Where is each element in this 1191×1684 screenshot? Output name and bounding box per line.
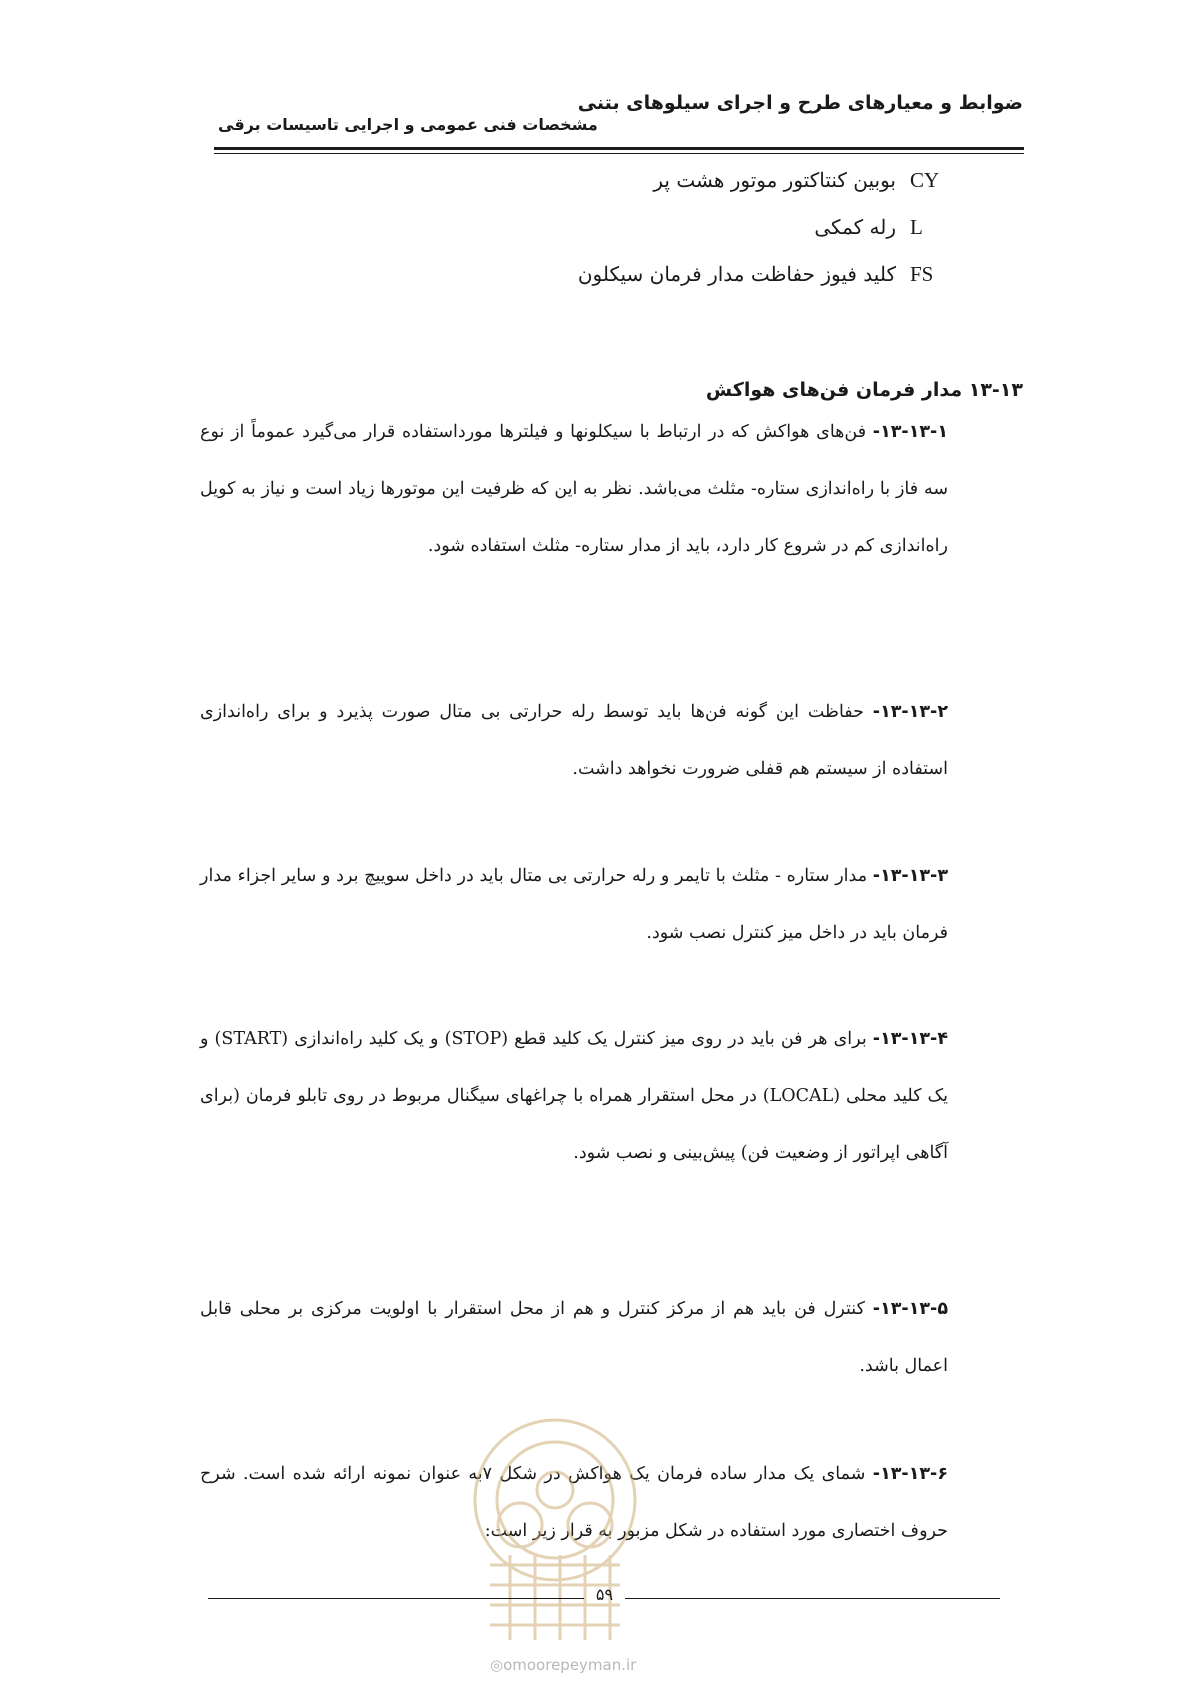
paragraph-number: ۱۳-۱۳-۴- [872, 1029, 948, 1049]
abbreviation-desc: بوبین کنتاکتور موتور هشت پر [653, 168, 896, 192]
watermark-seal-icon [450, 1405, 660, 1645]
watermark-site [490, 1656, 636, 1674]
page-number: ۵۹ [595, 1585, 614, 1604]
abbreviation-desc: رله کمکی [814, 215, 896, 239]
watermark-logo-icon: ◎ [490, 1656, 504, 1674]
paragraph-number: ۱۳-۱۳-۱- [872, 422, 948, 442]
paragraph-number: ۱۳-۱۳-۶- [872, 1464, 948, 1484]
paragraph-text: برای هر فن باید در روی میز کنترل یک کلید قطع (STOP) و یک کلید راه‌اندازی (START) و یک کلید محلی (LOCAL) در محل استقرار همراه با چراغهای سیگنال مربوط در روی تابلو فرمان (برای آگاهی اپراتور از وضعیت فن) پیش‌بینی و نصب شود. [200, 1029, 948, 1163]
paragraph [200, 404, 948, 575]
paragraph-text: حفاظت این گونه فن‌ها باید توسط رله حرارتی بی متال صورت پذیرد و برای راه‌اندازی استفاده از سیستم هم قفلی ضرورت نخواهد داشت. [200, 702, 948, 779]
paragraph-number: ۱۳-۱۳-۳- [872, 866, 948, 886]
abbreviation-item [814, 215, 948, 240]
paragraph [200, 1281, 948, 1395]
chapter-title: مشخصات فنی عمومی و اجرایی تاسیسات برقی [218, 115, 598, 134]
abbreviation-item [653, 168, 948, 193]
header-rule-thin [214, 153, 1024, 154]
abbreviation-code: L [910, 215, 923, 239]
paragraph [200, 1011, 948, 1182]
abbreviation-item [578, 262, 948, 287]
abbreviation-code: CY [910, 168, 940, 192]
abbreviation-desc: کلید فیوز حفاظت مدار فرمان سیکلون [577, 262, 896, 286]
paragraph-text: شمای یک مدار ساده فرمان یک هواکش در شکل ۷به عنوان نمونه ارائه شده است. شرح حروف اختصاری مورد استفاده در شکل مزبور به قرار زیر است: [200, 1464, 948, 1541]
footer-rule-left [208, 1598, 584, 1599]
watermark-site-text: omoorepeyman.ir [503, 1656, 637, 1674]
paragraph-text: کنترل فن باید هم از مرکز کنترل و هم از محل استقرار با اولویت مرکزی بر محلی قابل اعمال باشد. [200, 1299, 948, 1376]
book-title: ضوابط و معیارهای طرح و اجرای سیلوهای بتنی [577, 92, 1023, 114]
paragraph-number: ۱۳-۱۳-۲- [872, 702, 948, 722]
paragraph [200, 684, 948, 798]
section-heading: ۱۳-۱۳ مدار فرمان فن‌های هواکش [705, 379, 1023, 401]
header-rule-thick [214, 147, 1024, 150]
footer-rule-right [625, 1598, 1000, 1599]
paragraph-number: ۱۳-۱۳-۵- [872, 1299, 948, 1319]
paragraph-text: مدار ستاره - مثلث با تایمر و رله حرارتی بی متال باید در داخل سوییچ برد و سایر اجزاء مدار فرمان باید در داخل میز کنترل نصب شود. [200, 866, 948, 943]
paragraph [200, 848, 948, 962]
paragraph-text: فن‌های هواکش که در ارتباط با سیکلونها و فیلترها مورداستفاده قرار می‌گیرد عموماً از نوع سه فاز با راه‌اندازی ستاره- مثلث می‌باشد. نظر به این که ظرفیت این موتورها زیاد است و نیاز به کویل راه‌اندازی کم در شروع کار دارد، باید از مدار ستاره- مثلث استفاده شود. [200, 422, 948, 556]
abbreviation-code: FS [910, 262, 934, 286]
